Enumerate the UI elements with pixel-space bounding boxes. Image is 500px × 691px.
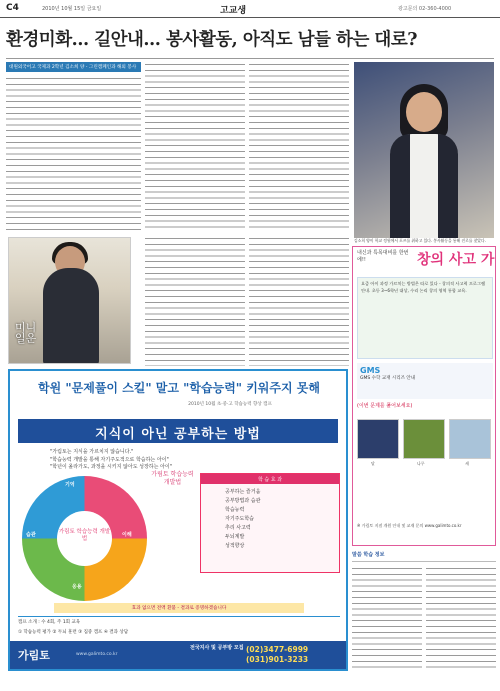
photo-right-caption: 김소희 양이 학교 정원에서 포즈를 취하고 있다. 봉사활동을 통해 진로를 찾았다. bbox=[354, 238, 486, 243]
phone-numbers bbox=[246, 645, 308, 665]
wheel-center: 가림토 학습능력 개발법 bbox=[57, 511, 112, 566]
call-label: 전국지사 및 공부방 모집 bbox=[190, 645, 244, 651]
student-photo-left bbox=[8, 237, 131, 364]
ad-bullet: "학년이 올라가도, 과정을 시키지 않아도 성장하는 아이" bbox=[50, 464, 172, 470]
ad-band: 지식이 아닌 공부하는 방법 bbox=[18, 419, 338, 443]
effect-item: 공부하는 즐거움 bbox=[225, 489, 261, 495]
effects-list bbox=[225, 488, 260, 551]
article-col-1 bbox=[6, 76, 141, 232]
schedule-row: 캠프 소개 : 수 4회, 주 1회 교육 bbox=[18, 620, 81, 625]
side-footer: ※ 가림토 지점 개원 안내 및 교재 문의 www.galimto.co.kr bbox=[357, 523, 462, 528]
side-logo: 창의 사고 가 bbox=[417, 252, 495, 268]
quiz-label: (이번 문제를 풀어보세요) bbox=[357, 403, 413, 409]
photo2-jacket-left bbox=[390, 134, 410, 238]
bottom-strip: 말씀 학습 정보 bbox=[352, 548, 496, 562]
method-note: 가림토 학습능력 개발법 bbox=[151, 471, 194, 487]
guarantee-note: 효과 없으면 전액 환불 - 결과로 증명하겠습니다 bbox=[54, 603, 304, 613]
wheel-label: 습관 bbox=[26, 532, 36, 538]
effect-item: 공부방법과 습관 bbox=[225, 498, 261, 504]
page-number: C4 bbox=[6, 3, 19, 13]
brand-name: 가림토 bbox=[18, 649, 50, 662]
ad-title: 학원 "문제풀이 스킬" 말고 "학습능력" 키워주지 못해 bbox=[38, 381, 320, 395]
gms-text: GMS 수학 교재 시리즈 안내 bbox=[360, 376, 416, 381]
bottom-col-2 bbox=[426, 566, 496, 671]
gms-name: GMS bbox=[360, 366, 381, 375]
ad-subtitle: 2010년 10월 초·중·고 학습능력 향상 캠프 bbox=[188, 402, 272, 407]
phone: (031)901-3233 bbox=[246, 654, 309, 664]
photo-person bbox=[43, 268, 99, 364]
quiz-image-bird bbox=[449, 419, 491, 459]
side-body: 요즘 아이 과정 가르치는 방법은 따로 있다 - 창의적 사고력 프로그램 안내. 초등 3~6학년 대상, 수리 논리 창의 영역 통합 교육. bbox=[357, 277, 493, 359]
quiz-image-label: 나무 bbox=[417, 461, 425, 466]
brand-web[interactable]: www.galimto.co.kr bbox=[76, 652, 118, 657]
quiz-image-label: 달 bbox=[371, 461, 375, 466]
effect-item: 학습능력 bbox=[225, 507, 245, 513]
side-ad-box bbox=[352, 246, 496, 546]
quiz-image-moon bbox=[357, 419, 399, 459]
photo2-face bbox=[406, 92, 442, 132]
gms-block bbox=[357, 363, 493, 399]
ad-bullet: "학습능력 개발을 통해 자기주도적으로 학습하는 아이" bbox=[50, 456, 169, 463]
wheel-label: 응용 bbox=[72, 584, 82, 590]
photo2-jacket-right bbox=[438, 134, 458, 238]
article-col-3 bbox=[249, 62, 349, 232]
headline: 환경미화… 길안내… 봉사활동, 아직도 남들 하는 대로? bbox=[6, 30, 418, 50]
schedule-table bbox=[18, 616, 340, 638]
wheel-label: 기억 bbox=[65, 482, 75, 488]
student-photo-right bbox=[354, 62, 494, 238]
brand-bar bbox=[10, 641, 346, 669]
effect-item: 추리 사고력 bbox=[225, 525, 251, 531]
effect-item: 두뇌계발 bbox=[225, 534, 245, 540]
ad-bullet: "가림토는 지식을 가르치지 않습니다." bbox=[50, 449, 134, 455]
quiz-image-label: 새 bbox=[465, 461, 469, 466]
side-intro: 내신과 특목대비를 한번에!! bbox=[357, 250, 409, 263]
article-col-5 bbox=[249, 236, 349, 366]
photo-signature: 미니 일운 bbox=[15, 321, 37, 345]
article-col-2 bbox=[145, 62, 245, 232]
page-header bbox=[0, 0, 500, 18]
schedule-row: ① 학습능력 평가 ② 두뇌 훈련 ③ 집중 캠프 ④ 결과 상담 bbox=[18, 630, 129, 635]
section-title: 고교생 bbox=[220, 6, 247, 16]
wheel-label: 이해 bbox=[122, 532, 132, 538]
phone: (02)3477-6999 bbox=[246, 645, 309, 654]
bottom-col-1 bbox=[352, 566, 422, 671]
issue-date: 2010년 10월 15일 금요일 bbox=[42, 6, 102, 12]
ad-top bbox=[10, 371, 346, 417]
ad-bullets bbox=[50, 449, 300, 472]
article-col-4 bbox=[145, 236, 245, 366]
galimto-ad bbox=[8, 369, 348, 671]
effects-box bbox=[200, 473, 340, 573]
ad-contact: 광고문의 02-360-4000 bbox=[398, 6, 452, 12]
effect-item: 자기주도학습 bbox=[225, 516, 254, 522]
subhead: 대원외국어고 국제과 2학년 김소희 양 - 그린캠페인과 해외 봉사 bbox=[6, 62, 141, 72]
effect-item: 성적향상 bbox=[225, 543, 245, 549]
headline-rule bbox=[6, 58, 494, 59]
quiz-image-tree bbox=[403, 419, 445, 459]
effects-title: 학 습 효 과 bbox=[201, 474, 339, 484]
